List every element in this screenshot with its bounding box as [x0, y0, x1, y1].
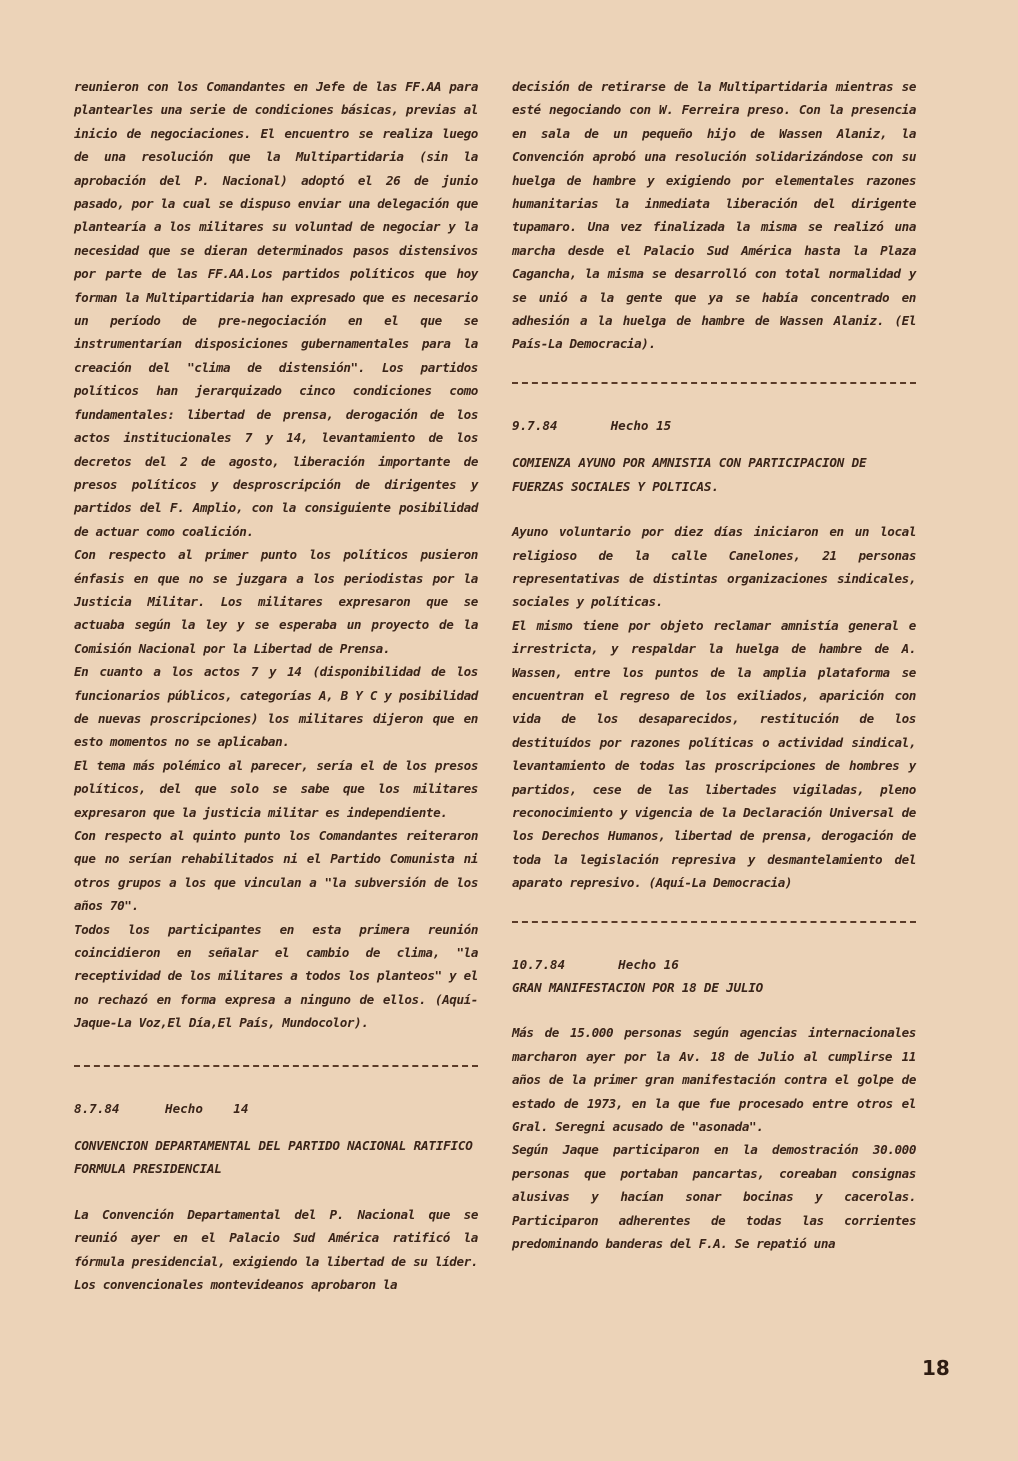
- fact-label: Hecho: [610, 417, 649, 433]
- fact-16-paragraph: Más de 15.000 personas según agencias internacionales marcharon ayer por la Av. 18 de Julio al cumplirse 11 años de la primer gran manifestación contra el golpe de estado de 1973, en la que fue procesado entre otros el Gral. Seregni acusado de "asonada".: [512, 1025, 916, 1135]
- left-paragraph: Con respecto al quinto punto los Comandantes reiteraron que no serían rehabilitados ni el Partido Comunista ni otros grupos a los que vinculan a "la subversión de los años 70".: [74, 828, 478, 914]
- fact-16-header: [512, 953, 916, 976]
- right-intro: decisión de retirarse de la Multipartidaria mientras se esté negociando con W. Ferreira preso. Con la presencia en sala de un pequeño hijo de Wassen Alaniz, la Convención aprobó una resolución solidarizándose con su huelga de hambre y exigiendo por elementales razones humanitarias la inmediata liberación del dirigente tupamaro. Una vez finalizada la misma se realizó una marcha desde el Palacio Sud América hasta la Plaza Cagancha, la misma se desarrolló con total normalidad y se unió a la gente que ya se había concentrado en adhesión a la huelga de hambre de Wassen Alaniz. (El País-La Democracia).: [512, 79, 916, 352]
- fact-date: 10.7.84: [512, 956, 566, 972]
- fact-14-body: La Convención Departamental del P. Nacional que se reunió ayer en el Palacio Sud América ratificó la fórmula presidencial, exigiendo la libertad de su líder. Los convencionales montevideanos aprobaron la: [74, 1206, 478, 1293]
- section-divider: [512, 382, 916, 384]
- left-paragraph: En cuanto a los actos 7 y 14 (disponibilidad de los funcionarios públicos, categorías A, B Y C y posibilidad de nuevas proscripciones) los militares dijeron que en esto momentos no se aplicaban.: [74, 664, 478, 750]
- fact-15-paragraph: Ayuno voluntario por diez días iniciaron en un local religioso de la calle Canelones, 21 personas representativas de distintas organizaciones sindicales, sociales y políticas.: [512, 524, 916, 610]
- right-column: [512, 75, 916, 1255]
- fact-number: 15: [656, 417, 672, 433]
- fact-label: Hecho: [618, 956, 657, 972]
- fact-14-header: [74, 1097, 478, 1120]
- section-divider: [512, 921, 916, 923]
- section-divider: [74, 1065, 478, 1067]
- left-paragraph: Todos los participantes en esta primera reunión coincidieron en señalar el cambio de clima, "la receptividad de los militares a todos los planteos" y el no rechazó en forma expresa a ninguno de ellos. (Aquí-Jaque-La Voz,El Día,El País, Mundocolor).: [74, 921, 478, 1031]
- left-column: [74, 75, 478, 1297]
- fact-15-title: COMIENZA AYUNO POR AMNISTIA CON PARTICIPACION DE FUERZAS SOCIALES Y POLTICAS.: [512, 455, 867, 494]
- fact-15-header: [512, 414, 916, 437]
- fact-16-paragraph: Según Jaque participaron en la demostración 30.000 personas que portaban pancartas, coreaban consignas alusivas y hacían sonar bocinas y cacerolas. Participaron adherentes de todas las corrientes predominando banderas del F.A. Se repatió una: [512, 1142, 916, 1252]
- page-number: 18: [922, 1356, 950, 1380]
- fact-16-title: GRAN MANIFESTACION POR 18 DE JULIO: [512, 980, 763, 995]
- fact-label: Hecho: [165, 1100, 203, 1116]
- fact-number: 16: [663, 956, 679, 972]
- fact-date: 9.7.84: [512, 417, 558, 433]
- fact-14-title: CONVENCION DEPARTAMENTAL DEL PARTIDO NACIONAL RATIFICO FORMULA PRESIDENCIAL: [74, 1138, 473, 1177]
- left-paragraph: El tema más polémico al parecer, sería el de los presos políticos, del que solo se sabe que los militares expresaron que la justicia militar es independiente.: [74, 757, 478, 820]
- fact-date: 8.7.84: [74, 1100, 120, 1116]
- left-paragraph: Con respecto al primer punto los políticos pusieron énfasis en que no se juzgara a los periodistas por la Justicia Militar. Los militares expresaron que se actuaba según la ley y se esperaba un proyecto de la Comisión Nacional por la Libertad de Prensa.: [74, 547, 478, 656]
- fact-number: 14: [233, 1100, 249, 1116]
- fact-15-paragraph: El mismo tiene por objeto reclamar amnistía general e irrestricta, y respaldar la huelga de hambre de A. Wassen, entre los puntos de la amplia plataforma se encuentran el regreso de los exiliados, aparición con vida de los desaparecidos, restitución de los destituídos por razones políticas o actividad sindical, levantamiento de todas las proscripciones de hombres y partidos, cese de las libertades vigiladas, pleno reconocimiento y vigencia de la Declaración Universal de los Derechos Humanos, libertad de prensa, derogación de toda la legislación represiva y desmantelamiento del aparato represivo. (Aquí-La Democracia): [512, 617, 916, 891]
- left-paragraph: reunieron con los Comandantes en Jefe de las FF.AA para plantearles una serie de condiciones básicas, previas al inicio de negociaciones. El encuentro se realiza luego de una resolución que la Multipartidaria (sin la aprobación del P. Nacional) adoptó el 26 de junio pasado, por la cual se dispuso enviar una delegación que plantearía a los militares su voluntad de negociar y la necesidad que se dieran determinados pasos distensivos por parte de las FF.AA.Los partidos políticos que hoy forman la Multipartidaria han expresado que es necesario un período de pre-negociación en el que se instrumentarían disposiciones gubernamentales para la creación del "clima de distensión". Los partidos políticos han jerarquizado cinco condiciones como fundamentales: libertad de prensa, derogación de los actos institucionales 7 y 14, levantamiento de los decretos del 2 de agosto, liberación importante de presos políticos y desproscripción de dirigentes y partidos del F. Amplio, con la consiguiente posibilidad de actuar como coalición.: [74, 79, 478, 539]
